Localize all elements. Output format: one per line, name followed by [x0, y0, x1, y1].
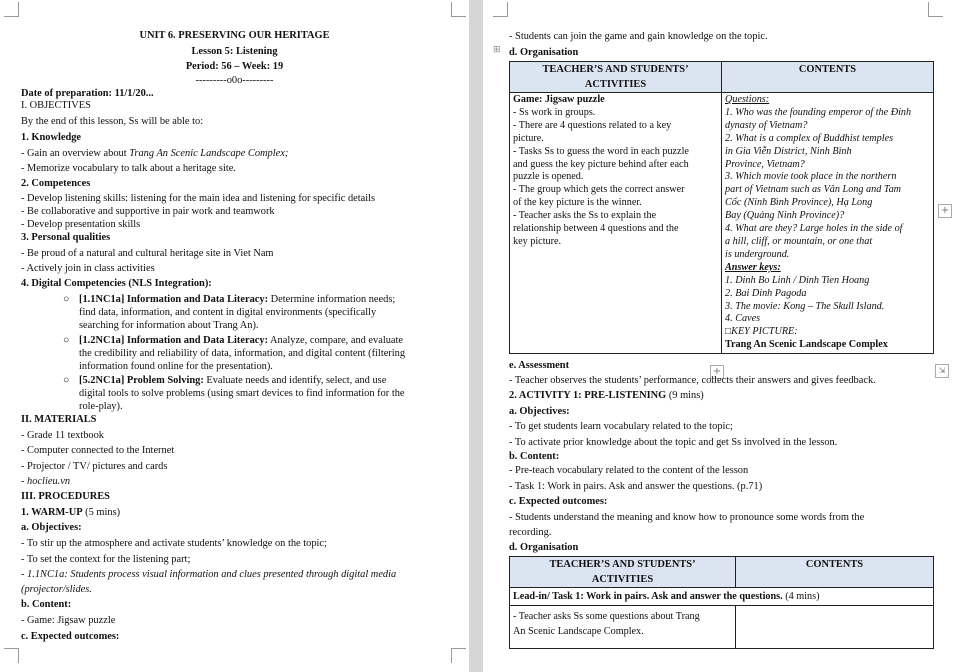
content-subheading: b. Content:	[21, 599, 72, 610]
contents-cell: Questions: 1. Who was the founding emperor of the Đinh dynasty of Vietnam? 2. What is a complex of Buddhist temples in Gia Viễn District, Ninh Bình Province, Vietnam? 3. Which movie took place in the northern part of Vietnam such as Vân Long and Tam Cốc (Ninh Bình Province), Hạ Long Bay (Quảng Ninh Province)? 4. What are they? Large holes in the side of a hill, cliff, or mountain, or one that is underground. Answer keys: 1. Dinh Bo Linh / Dinh Tien Hoang 2. Bai Dinh Pagoda 3. The movie: Kong – The Skull Island. 4. Caves □KEY PICTURE: Trang An Scenic Landscape Complex	[722, 93, 934, 354]
warmup-objective-line: (projector/slides.	[21, 584, 92, 595]
crop-mark	[493, 2, 508, 17]
content-subheading: b. Content:	[509, 451, 560, 462]
materials-item: - Projector / TV/ pictures and cards	[21, 461, 168, 472]
objective-item: - To get students learn vocabulary related to the topic;	[509, 421, 733, 432]
bullet-circle: ○	[63, 294, 70, 305]
personal-qualities-heading: 3. Personal qualities	[21, 232, 111, 243]
nls-item: [1.1NC1a] Information and Data Literacy: Determine information needs;	[79, 294, 396, 305]
separator: ---------o0o---------	[195, 75, 274, 86]
content-item: - Task 1: Work in pairs. Ask and answer the questions. (p.71)	[509, 481, 763, 492]
table-header-contents: CONTENTS	[736, 557, 934, 588]
outcome-item-line: recording.	[509, 527, 552, 538]
content-item: - Game: Jigsaw puzzle	[21, 615, 116, 626]
activity1-table	[509, 556, 934, 649]
knowledge-heading: 1. Knowledge	[21, 132, 82, 143]
personal-quality-item: - Actively join in class activities	[21, 263, 155, 274]
procedures-heading: III. PROCEDURES	[21, 491, 110, 502]
period-line: Period: 56 – Week: 19	[185, 61, 284, 72]
unit-title: UNIT 6. PRESERVING OUR HERITAGE	[139, 30, 330, 41]
bullet-circle: ○	[63, 335, 70, 346]
table-header-contents: CONTENTS	[722, 62, 934, 93]
outcome-item: - Students understand the meaning and know how to pronounce some words from the	[509, 512, 865, 523]
objectives-intro: By the end of this lesson, Ss will be able to:	[21, 116, 204, 127]
knowledge-item: - Memorize vocabulary to talk about a heritage site.	[21, 163, 236, 174]
date-of-preparation: Date of preparation: 11/1/20...	[21, 88, 154, 99]
objectives-subheading: a. Objectives:	[509, 406, 570, 417]
materials-item: - Grade 11 textbook	[21, 430, 105, 441]
digital-competencies-heading: 4. Digital Competencies (NLS Integration):	[21, 278, 212, 289]
document-page-left	[0, 0, 469, 672]
lesson-title: Lesson 5: Listening	[191, 46, 278, 57]
nls-item-line: digital tools to solve problems (using smart devices to find information for the	[79, 388, 405, 399]
contents-cell	[736, 606, 934, 649]
materials-item: - Computer connected to the Internet	[21, 445, 175, 456]
table-add-row-icon[interactable]: +	[710, 365, 724, 379]
table-header-activities: TEACHER’S AND STUDENTS’ ACTIVITIES	[510, 557, 736, 588]
outcomes-subheading: c. Expected outcomes:	[509, 496, 608, 507]
warmup-objective: - To set the context for the listening part;	[21, 554, 191, 565]
competence-item: - Be collaborative and supportive in pair work and teamwork	[21, 206, 275, 217]
nls-item-line: information found online for the presentation).	[79, 361, 273, 372]
nls-item-line: the credibility and reliability of data, information, and digital content (filtering	[79, 348, 406, 359]
personal-quality-item: - Be proud of a natural and cultural heritage site in Viet Nam	[21, 248, 274, 259]
activities-cell: Game: Jigsaw puzzle - Ss work in groups. - There are 4 questions related to a key picture. - Tasks Ss to guess the word in each puzzle and guess the key picture behind after each puzzle is opened. - The group which gets the correct answer of the key picture is the winner. - Teacher asks the Ss to explain the relationship between 4 questions and the key picture.	[510, 93, 722, 354]
outcomes-subheading: c. Expected outcomes:	[21, 631, 120, 642]
warmup-objective: - To stir up the atmosphere and activate students’ knowledge on the topic;	[21, 538, 327, 549]
bullet-circle: ○	[63, 375, 70, 386]
crop-mark	[4, 648, 19, 663]
objectives-heading: I. OBJECTIVES	[21, 100, 91, 111]
materials-item: - hoclieu.vn	[21, 476, 71, 487]
organisation-heading: d. Organisation	[509, 47, 579, 58]
warmup-objective: - 1.1NC1a: Students process visual information and clues presented through digital media	[21, 569, 397, 580]
warmup-heading: 1. WARM-UP (5 mins)	[21, 507, 121, 518]
crop-mark	[451, 648, 466, 663]
assessment-text: - Teacher observes the students’ performance, collects their answers and gives feedback.	[509, 375, 876, 386]
crop-mark	[451, 2, 466, 17]
objectives-subheading: a. Objectives:	[21, 522, 82, 533]
content-item: - Pre-teach vocabulary related to the content of the lesson	[509, 465, 749, 476]
nls-item-line: find data, information, and content in digital environments (specifically	[79, 307, 377, 318]
knowledge-item: - Gain an overview about Trang An Scenic Landscape Complex;	[21, 148, 289, 159]
table-header-activities: TEACHER’S AND STUDENTS’ ACTIVITIES	[510, 62, 722, 93]
crop-mark	[928, 2, 943, 17]
leadin-row: Lead-in/ Task 1: Work in pairs. Ask and answer the questions. (4 mins)	[510, 588, 934, 606]
competence-item: - Develop presentation skills	[21, 219, 141, 230]
nls-item-line: searching for information about Trang An).	[79, 320, 259, 331]
top-line: - Students can join the game and gain knowledge on the topic.	[509, 31, 768, 42]
nls-item-line: role-play).	[79, 401, 123, 412]
crop-mark	[4, 2, 19, 17]
table-resize-icon[interactable]: ⇲	[935, 364, 949, 378]
competence-item: - Develop listening skills: listening for the main idea and listening for specific details	[21, 193, 376, 204]
organisation-heading: d. Organisation	[509, 542, 579, 553]
table-add-column-icon[interactable]: +	[938, 204, 952, 218]
nls-item: [1.2NC1a] Information and Data Literacy: Analyze, compare, and evaluate	[79, 335, 404, 346]
materials-heading: II. MATERIALS	[21, 414, 97, 425]
document-page-right	[483, 0, 953, 672]
table-move-handle-icon[interactable]: ⊞	[493, 45, 501, 55]
competences-heading: 2. Competences	[21, 178, 91, 189]
activity1-heading: 2. ACTIVITY 1: PRE-LISTENING (9 mins)	[509, 390, 704, 401]
nls-item: [5.2NC1a] Problem Solving: Evaluate needs and identify, select, and use	[79, 375, 387, 386]
organisation-table	[509, 61, 934, 354]
assessment-heading: e. Assessment	[509, 360, 570, 371]
activities-cell: - Teacher asks Ss some questions about Trang An Scenic Landscape Complex.	[510, 606, 736, 649]
objective-item: - To activate prior knowledge about the topic and get Ss involved in the lesson.	[509, 437, 838, 448]
